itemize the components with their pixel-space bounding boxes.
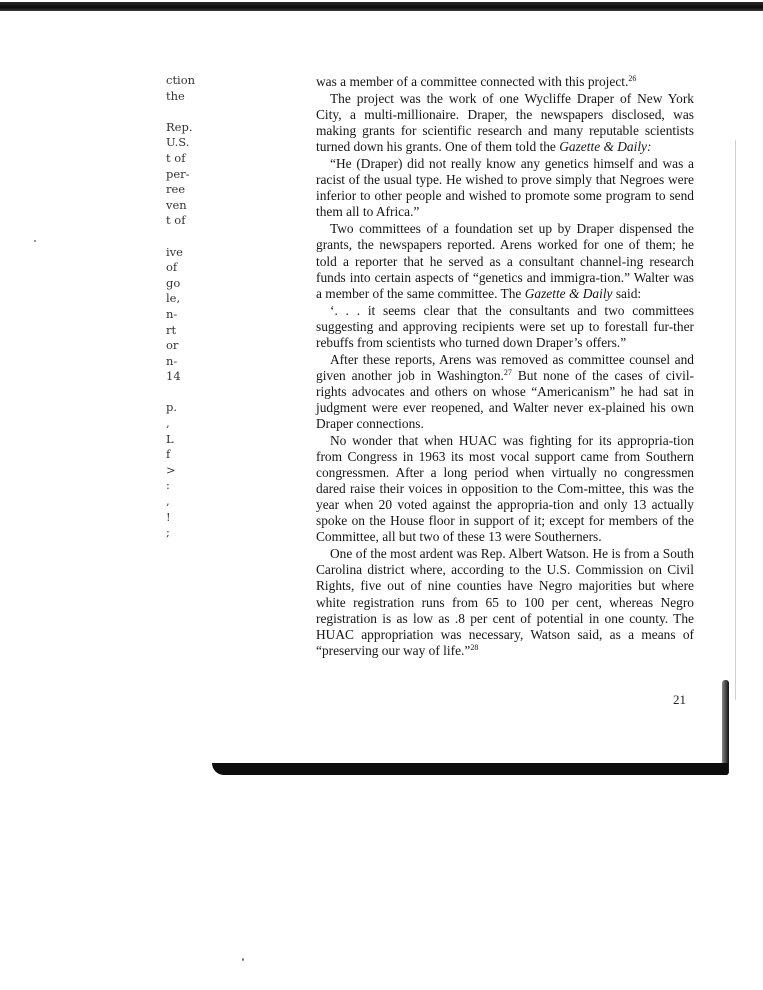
text-run: “He (Draper) did not really know any genetics himself and was a racist of the usual type. He wished to prove simply that Negroes were inferior to other people and wished to promote some program to send them all to Africa.”: [316, 156, 694, 220]
margin-fragment: Rep.: [166, 119, 193, 134]
paragraph: [316, 303, 694, 351]
margin-fragment: t of: [166, 150, 186, 165]
paragraph: [316, 74, 694, 90]
text-run: One of the most ardent was Rep. Albert Watson. He is from a South Carolina district where, according to the U.S. Commission on Civil Rights, five out of nine counties have Negro majorities but where white registration runs from 65 to 100 per cent, whereas Negro registration is as low as .8 per cent of potential in one county. The HUAC appropriation was necessary, Watson said, as a means of “preserving our way of life.”: [316, 546, 694, 658]
margin-fragment: ven: [166, 197, 187, 212]
margin-fragment: !: [166, 509, 171, 524]
margin-fragment: ree: [166, 182, 186, 197]
margin-fragment: :: [166, 478, 170, 493]
margin-fragment: t of: [166, 213, 186, 228]
text-run: said:: [612, 285, 642, 301]
paragraph: [316, 156, 694, 220]
margin-fragment: n-: [166, 306, 178, 321]
margin-fragment: go: [166, 275, 181, 290]
margin-fragment: [166, 229, 206, 245]
margin-fragment: per-: [166, 166, 190, 181]
margin-fragment: n-: [166, 353, 178, 368]
text-run: No wonder that when HUAC was fighting for its appropria-tion from Congress in 1963 its most vocal support came from Southern congressmen. After a long period when virtually no congressmen dared raise their voices in opposition to the Com-mittee, this was the year when 20 voted against the appropria-tion and only 13 actually spoke on the House floor in support of it; except for members of the Committee, all but two of these 13 were Southerners.: [316, 433, 694, 545]
paragraph: [316, 221, 694, 301]
margin-fragment: ction: [166, 73, 196, 87]
margin-fragment: rt: [166, 322, 177, 337]
margin-fragment: [166, 104, 206, 120]
margin-fragment: the: [166, 88, 185, 103]
text-run: Two committees of a foundation set up by Draper dispensed the grants, the newspapers reported. Arens worked for one of them; he told a reporter that he served as a consultant channel-ing research funds into certain aspects of “genetics and immigra-tion.” Walter was a member of the same committee. The: [316, 221, 694, 301]
margin-fragment: ,: [166, 416, 170, 431]
text-run: ‘. . . it seems clear that the consultants and two committees suggesting and approving recipients were set up to forestall fur-ther rebuffs from scientists who turned down Draper’s offers.”: [316, 302, 694, 350]
margin-fragment: 14: [166, 369, 181, 384]
paragraph: [316, 91, 694, 155]
paragraph: [316, 546, 694, 658]
italic-text: Gazette & Daily:: [559, 139, 652, 155]
scan-right-shadow: [735, 140, 736, 700]
margin-fragment: p.: [166, 400, 178, 415]
text-run: The project was the work of one Wycliffe Draper of New York City, a multi-millionaire. Draper, the newspapers disclosed, was making grants for scientific research and many reputable scientists turned down his grants. One of them told the: [316, 91, 694, 155]
footnote-ref: 28: [470, 642, 479, 652]
margin-fragment: ;: [166, 525, 170, 540]
margin-fragment: [166, 385, 206, 401]
text-run: After these reports, Arens was removed as committee counsel and given another job in Washington.: [316, 351, 694, 383]
paragraph: [316, 352, 694, 432]
paragraph: [316, 433, 694, 545]
facing-page-fragments: [166, 73, 206, 541]
margin-fragment: ive: [166, 244, 183, 259]
margin-fragment: >: [166, 462, 176, 477]
margin-fragment: f: [166, 447, 171, 462]
margin-fragment: or: [166, 338, 179, 353]
margin-fragment: L: [166, 431, 174, 446]
margin-fragment: U.S.: [166, 135, 190, 150]
scan-speck: [34, 240, 36, 242]
page-number: 21: [673, 692, 686, 707]
body-text: [316, 74, 694, 659]
scan-bottom-edge: [212, 763, 728, 775]
margin-fragment: le,: [166, 291, 181, 306]
scan-speck: [242, 958, 244, 961]
margin-fragment: ,: [166, 494, 170, 509]
scan-top-edge: [0, 2, 763, 11]
text-run: But none of the cases of civil-rights advocates and others on whose “Americanism” he had sat in judgment were ever reopened, and Walter never ex-plained his own Draper connections.: [316, 367, 694, 431]
text-run: was a member of a committee connected with this project.: [316, 74, 629, 89]
footnote-ref: 26: [628, 74, 637, 83]
margin-fragment: of: [166, 260, 178, 275]
footnote-ref: 27: [503, 367, 512, 377]
page-edge-shadow: [722, 680, 729, 775]
italic-text: Gazette & Daily: [524, 285, 613, 301]
